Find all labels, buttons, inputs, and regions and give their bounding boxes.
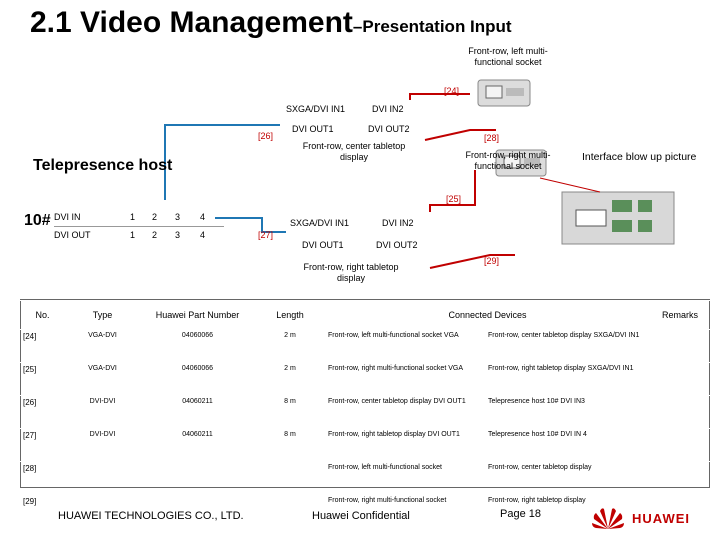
cell-device-1: Front-row, left multi-functional socket VGA [325, 330, 485, 363]
cell-type: DVI-DVI [65, 396, 140, 429]
cell-part: 04060066 [140, 363, 255, 396]
right-port-out2: DVI OUT2 [376, 240, 418, 250]
cell-no: [26] [20, 396, 65, 429]
host-port-grid [54, 210, 224, 244]
cell-device-1: Front-row, right multi-functional socket [325, 495, 485, 528]
title-main: 2.1 Video Management [30, 6, 353, 39]
cell-remarks [650, 396, 710, 429]
cell-part: 04060066 [140, 330, 255, 363]
cable-29 [430, 255, 515, 268]
host-in-3: 3 [175, 212, 181, 222]
cell-length: 8 m [255, 396, 325, 429]
cell-length: 2 m [255, 330, 325, 363]
cell-device-1: Front-row, right multi-functional socket VGA [325, 363, 485, 396]
telepresence-host-title: Telepresence host [33, 157, 173, 174]
label-center-display: Front-row, center tabletop display [302, 141, 406, 162]
cell-type: VGA-DVI [65, 363, 140, 396]
col-remarks: Remarks [650, 301, 710, 330]
label-25: [25] [446, 194, 462, 204]
title-sub: Presentation Input [362, 17, 512, 36]
table-row [20, 462, 710, 495]
label-interface-blowup: Interface blow up picture [582, 151, 697, 163]
cell-no: [27] [20, 429, 65, 462]
host-in-4: 4 [200, 212, 206, 222]
table-row [20, 429, 710, 462]
col-length: Length [255, 301, 325, 330]
right-port-out1: DVI OUT1 [302, 240, 344, 250]
footer-company: HUAWEI TECHNOLOGIES CO., LTD. [58, 510, 244, 522]
host-out-4: 4 [200, 230, 206, 240]
cell-device-2: Front-row, right tabletop display SXGA/DVI IN1 [485, 363, 650, 396]
host-out-3: 3 [175, 230, 181, 240]
cable-27 [215, 218, 288, 232]
cell-device-1: Front-row, center tabletop display DVI OUT1 [325, 396, 485, 429]
interface-blowup-picture [562, 192, 674, 244]
right-port-in1: SXGA/DVI IN1 [290, 218, 350, 228]
cell-device-2: Front-row, center tabletop display [485, 462, 650, 495]
host-out-2: 2 [152, 230, 158, 240]
col-connected: Connected Devices [325, 301, 650, 330]
center-port-in1: SXGA/DVI IN1 [286, 104, 346, 114]
cell-device-2: Front-row, right tabletop display [485, 495, 650, 528]
host-dvi-in-label: DVI IN [54, 212, 81, 222]
host-grid-divider [54, 226, 224, 227]
cell-type [65, 462, 140, 495]
cell-remarks [650, 330, 710, 363]
cell-type: VGA-DVI [65, 330, 140, 363]
cell-part: 04060211 [140, 429, 255, 462]
right-port-in2: DVI IN2 [382, 218, 414, 228]
cell-device-2: Telepresence host 10# DVI IN 4 [485, 429, 650, 462]
col-type: Type [65, 301, 140, 330]
label-27: [27] [258, 230, 274, 240]
cell-no: [25] [20, 363, 65, 396]
huawei-logo-icon [590, 505, 626, 531]
cell-remarks [650, 429, 710, 462]
left-socket-picture [478, 80, 530, 106]
cell-no: [29] [20, 495, 65, 528]
right-display-ports [286, 212, 436, 254]
table-header-row [20, 301, 710, 330]
center-display-ports [280, 100, 428, 138]
host-in-1: 1 [130, 212, 136, 222]
cell-type: DVI-DVI [65, 429, 140, 462]
cell-no: [24] [20, 330, 65, 363]
host-in-2: 2 [152, 212, 158, 222]
label-28: [28] [484, 133, 500, 143]
label-right-display: Front-row, right tabletop display [303, 262, 399, 283]
cell-remarks [650, 462, 710, 495]
center-port-in2: DVI IN2 [372, 104, 404, 114]
label-26: [26] [258, 131, 274, 141]
footer-confidential: Huawei Confidential [312, 510, 410, 522]
center-port-out2: DVI OUT2 [368, 124, 410, 134]
center-port-out1: DVI OUT1 [292, 124, 334, 134]
cell-part: 04060211 [140, 396, 255, 429]
table-row [20, 396, 710, 429]
host-number: 10# [24, 212, 51, 229]
blowup-pointer [540, 178, 600, 192]
cell-part [140, 462, 255, 495]
title-dash: – [352, 17, 363, 36]
cable-table [20, 300, 710, 527]
cable-25 [430, 170, 475, 212]
col-no: No. [20, 301, 65, 330]
host-dvi-out-label: DVI OUT [54, 230, 91, 240]
cell-length: 8 m [255, 429, 325, 462]
table-row [20, 363, 710, 396]
cell-remarks [650, 363, 710, 396]
cell-length: 2 m [255, 363, 325, 396]
table-row [20, 330, 710, 363]
cell-device-1: Front-row, right tabletop display DVI OUT1 [325, 429, 485, 462]
label-right-socket: Front-row, right multi-functional socket [465, 150, 551, 171]
cell-device-1: Front-row, left multi-functional socket [325, 462, 485, 495]
label-24: [24] [444, 86, 460, 96]
col-part: Huawei Part Number [140, 301, 255, 330]
cell-length [255, 462, 325, 495]
label-29: [29] [484, 256, 500, 266]
host-out-1: 1 [130, 230, 136, 240]
huawei-logo-text: HUAWEI [632, 511, 690, 526]
footer-page-number: Page 18 [500, 508, 541, 520]
cell-no: [28] [20, 462, 65, 495]
cell-device-2: Front-row, center tabletop display SXGA/DVI IN1 [485, 330, 650, 363]
label-front-left-socket: Front-row, left multi-functional socket [468, 46, 548, 67]
cell-device-2: Telepresence host 10# DVI IN3 [485, 396, 650, 429]
